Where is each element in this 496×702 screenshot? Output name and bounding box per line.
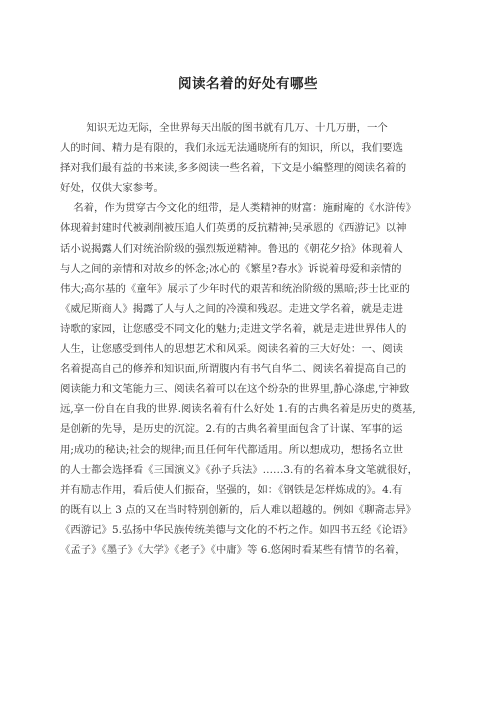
body-line: 人的时间、精力是有限的，我们永远无法通晓所有的知识，所以，我们要选 — [60, 142, 403, 155]
body-line: 《孟子》《墨子》《大学》《老子》《中庸》等 6.悠闲时看某些有情节的名着， — [60, 543, 406, 556]
body-line: 与人之间的亲情和对故乡的怀念;冰心的《繁星?春水》诉说着母爱和亲情的 — [60, 262, 402, 275]
body-line: 人生，让您感受到伟人的思想艺术和风采。阅读名着的三大好处：一、阅读 — [60, 343, 403, 356]
body-line: 并有励志作用，看后使人们振奋，坚强的，如：《钢铁是怎样炼成的》。4.有 — [60, 483, 403, 496]
body-line: 体现着封建时代被剥削被压追人们英勇的反抗精神;吴承恩的《西游记》以神 — [60, 222, 407, 235]
body-line: 伟大;高尔基的《童年》展示了少年时代的艰苦和统治阶级的黑暗;莎士比亚的 — [60, 282, 410, 295]
body-line: 的既有以上 3 点的又在当时特别创新的，后人难以超越的。例如《聊斋志异》 — [60, 503, 417, 516]
body-line: 话小说揭露人们对统治阶级的强烈叛逆精神。鲁迅的《朝花夕拾》体现着人 — [60, 242, 403, 255]
document-title: 阅读名着的好处有哪些 — [178, 76, 318, 92]
body-line: 阅读能力和文笔能力三、阅读名着可以在这个纷杂的世界里,静心涤虑,宁神致 — [60, 383, 410, 396]
body-line: 名着，作为贯穿古今文化的纽带，是人类精神的财富：施耐庵的《水浒传》 — [60, 202, 417, 215]
body-line: 知识无边无际，全世界每天出版的图书就有几万、十几万册，一个 — [60, 122, 388, 134]
document-body — [60, 118, 440, 560]
body-line: 的人士都会选择看《三国演义》《孙子兵法》……3.有的名着本身文笔就很好， — [60, 463, 418, 476]
body-line: 《西游记》5.弘扬中华民族传统美德与文化的不朽之作。如四书五经《论语》 — [60, 523, 413, 536]
body-line: 用;成功的秘诀;社会的规律;而且任何年代都适用。所以想成功，想扬名立世 — [60, 443, 403, 456]
body-line: 名着提高自己的修养和知识面,所谓腹内有书气自华二、阅读名着提高自己的 — [60, 363, 407, 376]
body-line: 《威尼斯商人》揭露了人与人之间的冷漠和残忍。走进文学名着，就是走进 — [60, 302, 403, 315]
body-line: 诗歌的家园，让您感受不同文化的魅力;走进文学名着，就是走进世界伟人的 — [60, 322, 407, 335]
body-line: 是创新的先导，是历史的沉淀。2.有的古典名着里面包含了计谋、军事的运 — [60, 423, 403, 436]
body-line: 好处，仅供大家参考。 — [60, 182, 164, 195]
body-line: 择对我们最有益的书来读,多多阅读一些名着，下文是小编整理的阅读名着的 — [60, 162, 407, 175]
body-line: 远,享一份自在自我的世界.阅读名着有什么好处 1.有的古典名着是历史的奠基, — [60, 403, 416, 416]
